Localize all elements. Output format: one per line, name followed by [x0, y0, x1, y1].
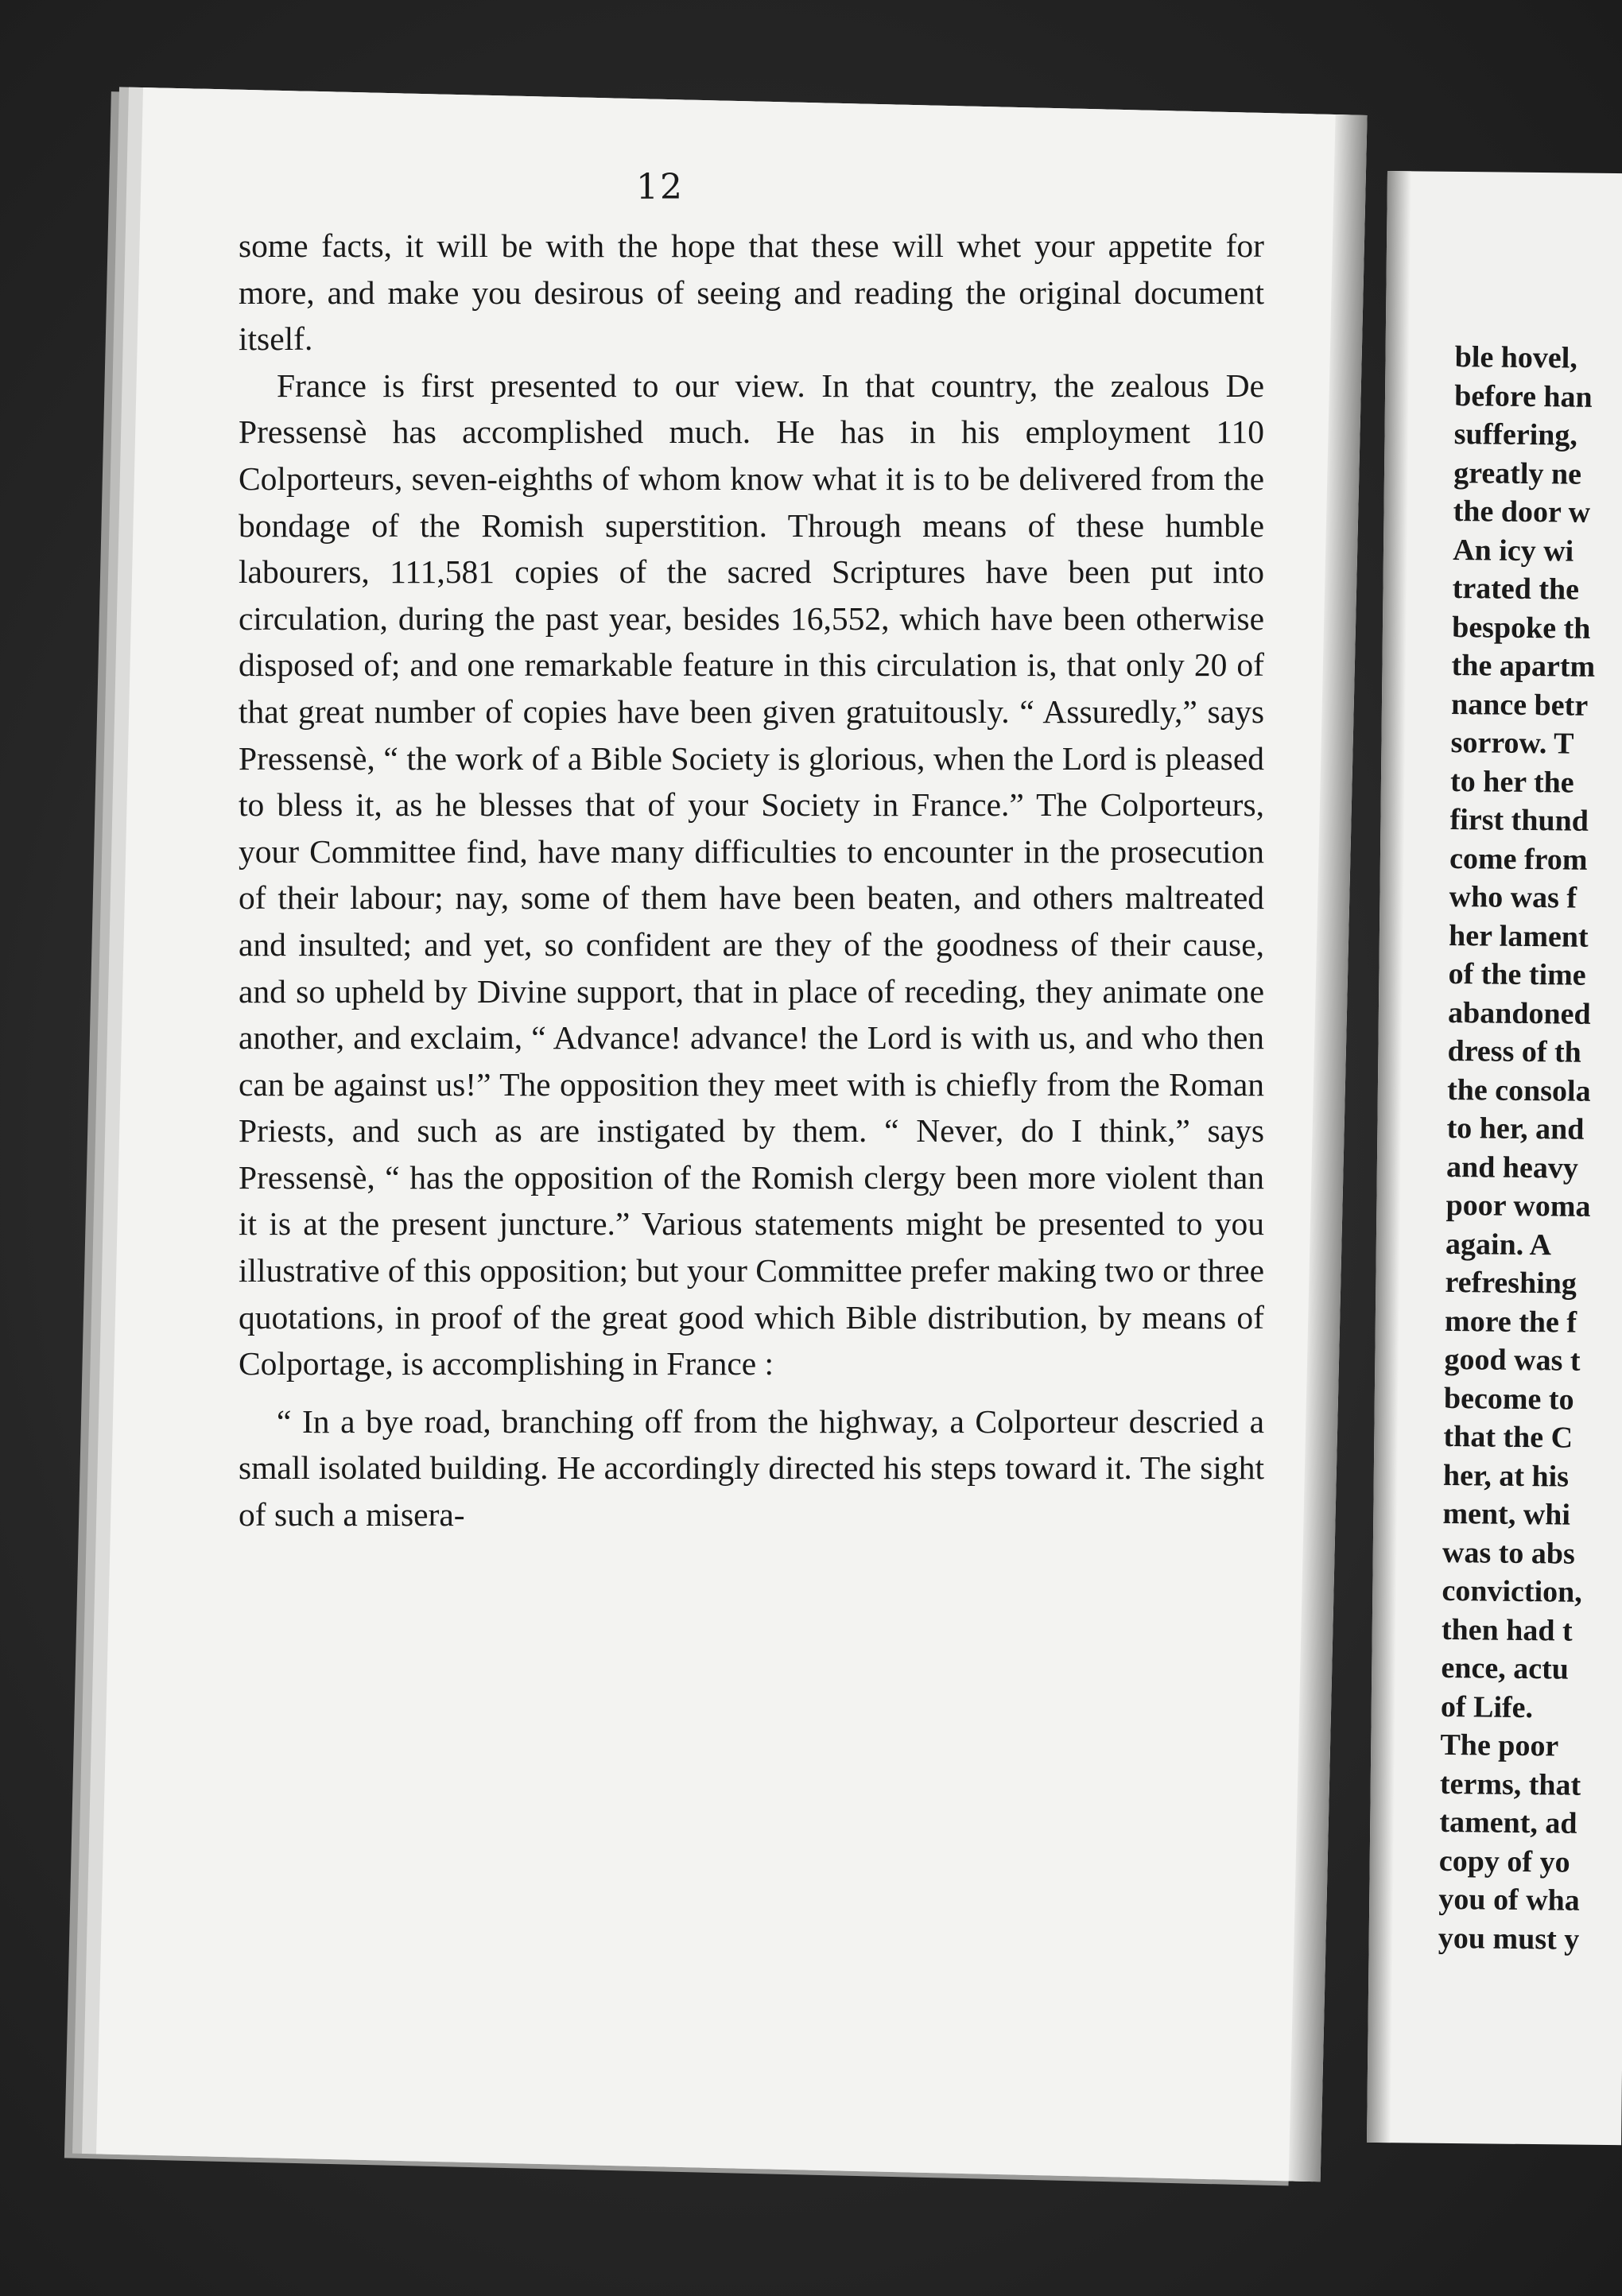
paragraph: “ In a bye road, branching off from the highway, a Colporteur descried a small isolated building. He accordingly directed his steps toward it. The sight of such a misera- [239, 1402, 1264, 1534]
text-line: trated the [1452, 571, 1580, 607]
text-line: refreshing [1445, 1265, 1577, 1301]
page-number: 12 [636, 167, 684, 207]
right-page-text [1438, 338, 1622, 1960]
text-line: the apartm [1451, 648, 1596, 684]
text-line: greatly ne [1453, 456, 1582, 491]
text-line: bespoke th [1451, 610, 1591, 646]
text-line: again. A [1445, 1227, 1552, 1262]
text-line: dress of th [1447, 1034, 1582, 1069]
text-line: the consola [1446, 1072, 1591, 1108]
text-line: sorrow. T [1450, 725, 1574, 761]
text-line: ble hovel, [1454, 339, 1578, 375]
text-line: first thund [1449, 802, 1589, 838]
text-line: An icy wi [1452, 533, 1574, 568]
text-line: come from [1449, 841, 1588, 877]
text-line: conviction, [1442, 1573, 1582, 1609]
text-line: and heavy [1445, 1150, 1579, 1185]
paragraph: France is first presented to our view. In that country, the zealous De Pressensè has accomplished much. He has in his employment 110 Colporteurs, seven-eighths of whom know what it is to be delivered from the bondage of the Romish superstition. Through means of these humble labourers, 111,581 copies of the sacred Scriptures have been put into circulation, during the past year, besides 16,552, which have been otherwise disposed of; and one remarkable feature in this circulation is, that only 20 of that great number of copies have been given gratuitously. “ Assuredly,” says Pressensè, “ the work of a Bible Society is glorious, when the Lord is pleased to bless it, as he blesses that of your Society in France.” The Colporteurs, your Committee find, have many difficulties to encounter in the prosecution of their labour; nay, some of them have been beaten, and others maltreated and insulted; and yet, so confident are they of the goodness of their cause, and so upheld by Divine support, that in place of receding, they animate one another, and exclaim, “ Advance! advance! the Lord is with us, and who then can be against us!” The opposition they meet with is chiefly from the Roman Priests, and such as are instigated by them. “ Never, do I think,” says Pressensè, “ has the opposition of the Romish clergy been more violent than it is at the present juncture.” Various statements might be presented to you illustrative of this opposition; but your Committee prefer making two or three quotations, in proof of the great good which Bible distribution, by means of Colportage, is accomplishing in France : [239, 367, 1264, 1383]
text-line: become to [1443, 1381, 1574, 1417]
paragraph: some facts, it will be with the hope that these will whet your appetite for more, and make you desirous of seeing and reading the original document itself. [239, 227, 1264, 358]
text-line: before han [1454, 378, 1593, 414]
text-line: of Life. [1440, 1689, 1534, 1724]
text-line: was to abs [1442, 1535, 1576, 1571]
text-line: The poor [1440, 1728, 1559, 1763]
text-line: ment, whi [1442, 1496, 1571, 1532]
text-line: poor woma [1445, 1188, 1591, 1224]
text-line: to her, and [1446, 1111, 1585, 1146]
text-line: tament, ad [1439, 1805, 1577, 1840]
text-line: her lament [1448, 918, 1589, 954]
text-line: ence, actu [1441, 1650, 1570, 1686]
left-page-text [239, 223, 1264, 1538]
text-line: then had t [1441, 1612, 1573, 1648]
text-line: of the time [1448, 956, 1586, 992]
text-line: who was f [1449, 879, 1577, 915]
text-line: her, at his [1442, 1458, 1570, 1494]
text-line: abandoned [1447, 995, 1591, 1031]
text-line: you of wha [1438, 1882, 1581, 1918]
text-line: nance betr [1450, 687, 1589, 723]
text-line: more the f [1444, 1304, 1577, 1340]
text-line: to her the [1449, 764, 1574, 800]
text-line: terms, that [1439, 1767, 1581, 1802]
text-line: you must y [1438, 1921, 1580, 1957]
text-line: copy of yo [1438, 1844, 1570, 1879]
text-line: the door w [1453, 494, 1591, 529]
text-line: suffering, [1453, 417, 1578, 452]
text-line: that the C [1443, 1419, 1573, 1455]
text-line: good was t [1444, 1342, 1581, 1378]
